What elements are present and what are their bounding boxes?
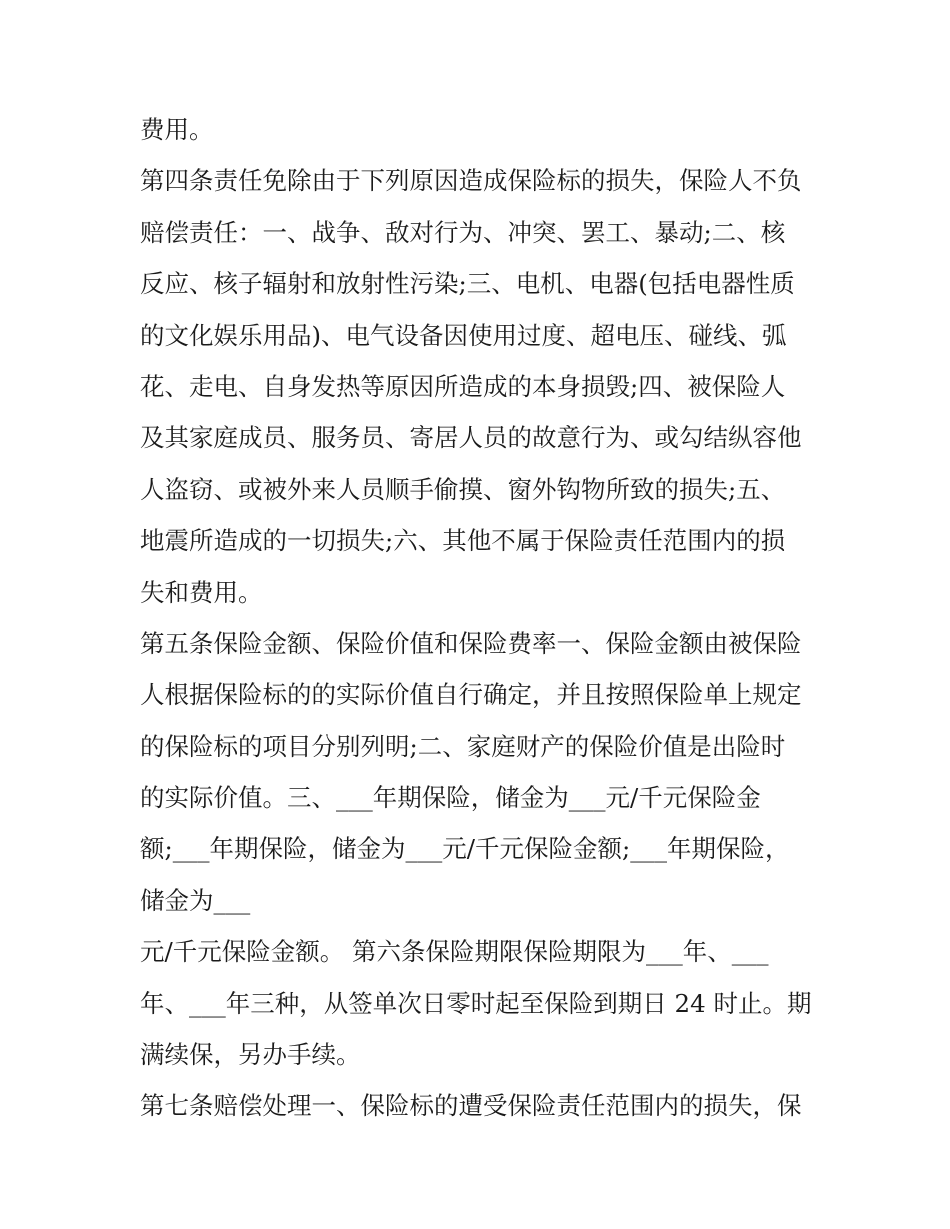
document-body [140, 104, 816, 1132]
text-line: 第五条保险金额、保险价值和保险费率一、保险金额由被保险 [140, 628, 802, 658]
text-line: 第四条责任免除由于下列原因造成保险标的损失，保险人不负 [140, 166, 802, 196]
text-line: 人盗窃、或被外来人员顺手偷摸、窗外钩物所致的损失;五、 [140, 474, 786, 504]
text-line: 的保险标的项目分别列明;二、家庭财产的保险价值是出险时 [140, 731, 786, 761]
text-line: 失和费用。 [140, 577, 263, 607]
text-line: 地震所造成的一切损失;六、其他不属于保险责任范围内的损 [140, 526, 786, 556]
text-line: 花、走电、自身发热等原因所造成的本身损毁;四、被保险人 [140, 371, 786, 401]
text-line: 的文化娱乐用品)、电气设备因使用过度、超电压、碰线、弧 [140, 320, 787, 350]
text-line: 年、___年三种，从签单次日零时起至保险到期日 24 时止。期 [140, 988, 812, 1018]
text-line: 费用。 [140, 115, 214, 144]
text-line: 额;___年期保险，储金为___元/千元保险金额;___年期保险， [140, 834, 790, 864]
text-line: 赔偿责任：一、战争、敌对行为、冲突、罢工、暴动;二、核 [140, 217, 786, 247]
text-line: 的实际价值。三、___年期保险，储金为___元/千元保险金 [140, 783, 761, 813]
text-line: 元/千元保险金额。 第六条保险期限保险期限为___年、___ [140, 937, 769, 967]
text-line: 及其家庭成员、服务员、寄居人员的故意行为、或勾结纵容他 [140, 423, 802, 453]
text-line: 满续保，另办手续。 [140, 1040, 361, 1070]
text-line: 反应、核子辐射和放射性污染;三、电机、电器(包括电器性质 [140, 269, 795, 299]
text-line: 第七条赔偿处理一、保险标的遭受保险责任范围内的损失，保 [140, 1091, 802, 1121]
text-line: 储金为___ [140, 885, 251, 915]
text-line: 人根据保险标的的实际价值自行确定，并且按照保险单上规定 [140, 680, 802, 710]
